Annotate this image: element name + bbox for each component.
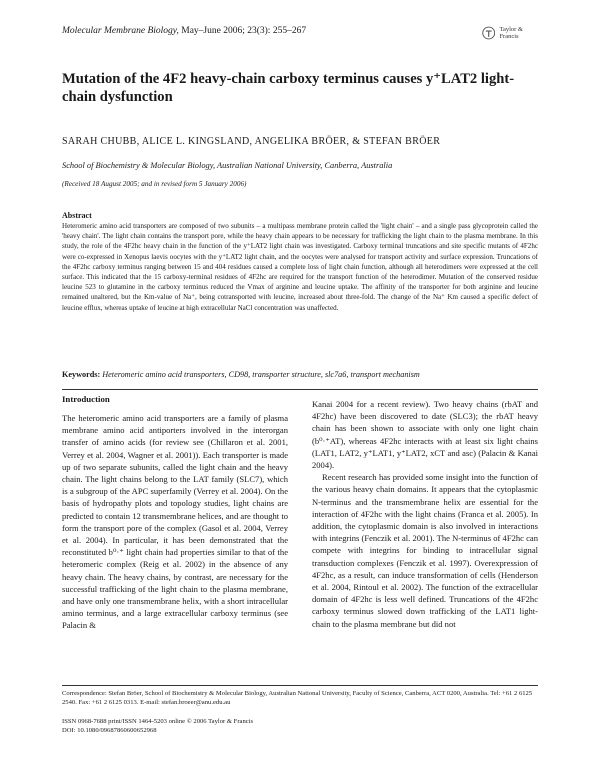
keywords-text: Heteromeric amino acid transporters, CD98, transporter structure, slc7a6, transport mechanism [102, 370, 420, 379]
footer-divider [62, 685, 538, 686]
received-dates: (Received 18 August 2005; and in revised form 5 January 2006) [62, 180, 247, 188]
publisher-logo [482, 20, 542, 46]
left-column [62, 412, 288, 632]
section-divider [62, 389, 538, 390]
intro-paragraph-1: The heteromeric amino acid transporters are a family of plasma membrane amino acid antiporters involved in the interorgan transfer of amino acids (for review see (Chillaron et al. 2001, Verrey et al. 2004, Wagner et al. 2001)). Each transporter is made up of two separate subunits, called the light chain and the heavy chain. The light chains belong to the LAT family (SLC7), which is a subgroup of the APC superfamily (Verrey et al. 2004). On the basis of hydropathy plots and topology studies, light chains are predicted to contain 12 transmembrane helices, and are thought to form the transport pore of the complex (Gasol et al. 2004, Verrey et al. 2004). In particular, it has been demonstrated that the reconstituted b⁰·⁺ light chain had properties similar to that of the heteromeric complex (Reig et al. 2002) in the absence of any heavy chain. The heavy chains, by contrast, are necessary for the successful trafficking of the light chain to the plasma membrane, and have only one transmembrane helix, with a short intracellular amino terminus, and a large extracellular carboxy terminus (see Palacin & [62, 413, 288, 631]
abstract-body: Heteromeric amino acid transporters are composed of two subunits – a multipass membrane protein called the 'light chain' – and a single pass glycoprotein called the 'heavy chain'. The light chain contains the transport pore, while the heavy chain appears to be necessary for trafficking the light chain to the plasma membrane. In this study, the role of the 4F2hc heavy chain in the function of the y⁺LAT2 light chain was investigated. Carboxy terminal truncations and site specific mutants of 4F2hc were co-expressed in Xenopus laevis oocytes with the y⁺LAT2 light chain, and the oocytes were analysed for transport activity and surface expression. Truncations of the 4F2hc carboxy terminus ranging between 15 and 404 residues caused a complete loss of light chain function, although all heterodimers were expressed at the cell surface. This indicated that the 15 carboxy-terminal residues of 4F2hc are required for the transport function of the heterodimer. Mutation of the conserved residue leucine 523 to glutamine in the carboxy terminus reduced the Vmax of arginine and leucine uptake. The affinity of the transporter for both arginine and leucine remained unaltered, but the Km-value of Na⁺, being cotransported with leucine, increased about three-fold. The change of the Na⁺ Km caused a specific defect of leucine efflux, whereas uptake of leucine at high extracellular NaCl concentration was unaffected. [62, 222, 538, 312]
doi-line: DOI: 10.1080/09687860600652968 [62, 727, 157, 734]
issue-info: May–June 2006; 23(3): 255–267 [178, 26, 307, 36]
article-title: Mutation of the 4F2 heavy-chain carboxy terminus causes y⁺LAT2 light-chain dysfunction [62, 71, 515, 105]
publisher-logo-text: Taylor & Francis [499, 25, 523, 40]
intro-paragraph-3: Recent research has provided some insight into the function of the various heavy chain domains. It appears that the cytoplasmic N-terminus and the transmembrane helix are essential for the interaction of 4F2hc with the light chains (Franca et al. 2005). In addition, the cytoplasmic domain is also involved in interactions with integrins (Fenczik et al. 2001). The N-terminus of 4F2hc can compete with integrins for binding to intracellular signal transduction complexes (Fenczik et al. 1997). Overexpression of 4F2hc, as a result, can induce transformation of cells (Henderson et al. 2004, Rintoul et al. 2002). The function of the extracellular domain of 4F2hc is less well defined. Truncations of the 4F2hc carboxy terminus slowed down trafficking of the LAT1 light-chain to the plasma membrane but did not [312, 472, 538, 629]
issn-line: ISSN 0968-7688 print/ISSN 1464-5203 online © 2006 Taylor & Francis [62, 718, 254, 725]
author-list: SARAH CHUBB, ALICE L. KINGSLAND, ANGELIKA BRÖER, & STEFAN BRÖER [62, 136, 441, 147]
introduction-heading: Introduction [62, 394, 110, 404]
publisher-logo-icon [482, 26, 495, 40]
keywords-label: Keywords: [62, 370, 101, 379]
running-head [62, 26, 306, 36]
right-column [312, 398, 538, 630]
keywords [62, 370, 538, 379]
correspondence: Correspondence: Stefan Bröer, School of Biochemistry & Molecular Biology, Australian National University, Faculty of Science, Canberra, ACT 0200, Australia. Tel: +61 2 6125 2540. Fax: +61 2 6125 0313. E-mail: stefan.broeer@anu.edu.au [62, 690, 533, 706]
affiliation: School of Biochemistry & Molecular Biology, Australian National University, Canberra, Australia [62, 161, 393, 170]
intro-paragraph-2: Kanai 2004 for a recent review). Two heavy chains (rbAT and 4F2hc) have been discovered to date (SLC3); the rbAT heavy chain has been shown to associate with only one light chain (b⁰·⁺AT), whereas 4F2hc interacts with at least six light chains (LAT1, LAT2, y⁺LAT1, y⁺LAT2, xCT and asc) (Palacin & Kanai 2004). [312, 399, 538, 471]
abstract-heading: Abstract [62, 211, 92, 220]
journal-name: Molecular Membrane Biology, [62, 26, 179, 36]
